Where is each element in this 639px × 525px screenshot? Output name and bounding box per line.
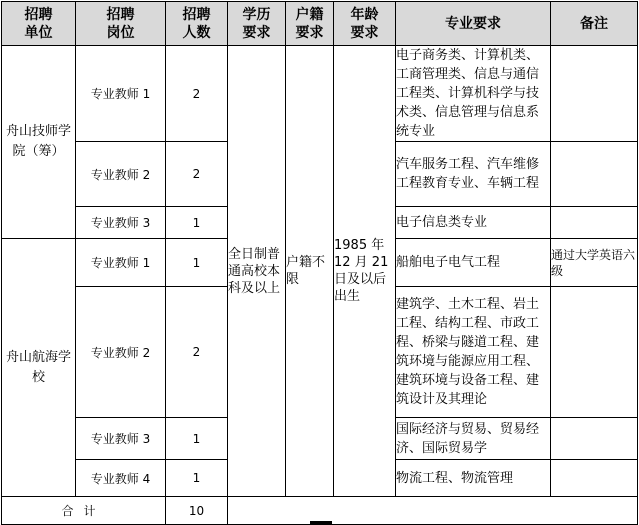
total-label: 合计 [2, 497, 166, 525]
table-row [2, 46, 638, 142]
remark-cell [551, 460, 638, 497]
count-cell: 2 [166, 287, 228, 418]
remark-cell [551, 142, 638, 207]
remark-cell [551, 287, 638, 418]
remark-cell [551, 418, 638, 460]
unit-cell: 舟山航海学校 [2, 239, 76, 497]
count-cell: 1 [166, 207, 228, 239]
position-cell: 专业教师 2 [76, 287, 166, 418]
education-requirement: 全日制普通高校本科及以上 [228, 46, 286, 497]
count-cell: 2 [166, 46, 228, 142]
unit-cell: 舟山技师学院（筹） [2, 46, 76, 239]
header-row [2, 2, 638, 46]
header-remark: 备注 [551, 2, 638, 46]
bottom-edge-mark [310, 521, 332, 524]
header-age: 年龄 要求 [334, 2, 396, 46]
remark-cell [551, 207, 638, 239]
count-cell: 1 [166, 418, 228, 460]
remark-cell [551, 46, 638, 142]
major-cell: 汽车服务工程、汽车维修工程教育专业、车辆工程 [396, 142, 551, 207]
major-cell: 物流工程、物流管理 [396, 460, 551, 497]
major-cell: 船舶电子电气工程 [396, 239, 551, 287]
remark-cell: 通过大学英语六级 [551, 239, 638, 287]
position-cell: 专业教师 3 [76, 207, 166, 239]
major-cell: 电子信息类专业 [396, 207, 551, 239]
position-cell: 专业教师 2 [76, 142, 166, 207]
count-cell: 1 [166, 460, 228, 497]
count-cell: 2 [166, 142, 228, 207]
total-value: 10 [166, 497, 228, 525]
count-cell: 1 [166, 239, 228, 287]
major-cell: 国际经济与贸易、贸易经济、国际贸易学 [396, 418, 551, 460]
header-hukou: 户籍 要求 [286, 2, 334, 46]
total-empty-cell [228, 497, 638, 525]
recruitment-table [1, 1, 638, 525]
header-count: 招聘 人数 [166, 2, 228, 46]
major-cell: 电子商务类、计算机类、工商管理类、信息与通信工程类、计算机科学与技术类、信息管理与信息系统专业 [396, 46, 551, 142]
age-requirement: 1985 年12 月 21日及以后出生 [334, 46, 396, 497]
major-cell: 建筑学、土木工程、岩土工程、结构工程、市政工程、桥梁与隧道工程、建筑环境与能源应用工程、建筑环境与设备工程、建筑设计及其理论 [396, 287, 551, 418]
header-major: 专业要求 [396, 2, 551, 46]
position-cell: 专业教师 1 [76, 46, 166, 142]
hukou-requirement: 户籍不限 [286, 46, 334, 497]
header-unit: 招聘 单位 [2, 2, 76, 46]
header-education: 学历 要求 [228, 2, 286, 46]
header-position: 招聘 岗位 [76, 2, 166, 46]
position-cell: 专业教师 1 [76, 239, 166, 287]
position-cell: 专业教师 3 [76, 418, 166, 460]
position-cell: 专业教师 4 [76, 460, 166, 497]
